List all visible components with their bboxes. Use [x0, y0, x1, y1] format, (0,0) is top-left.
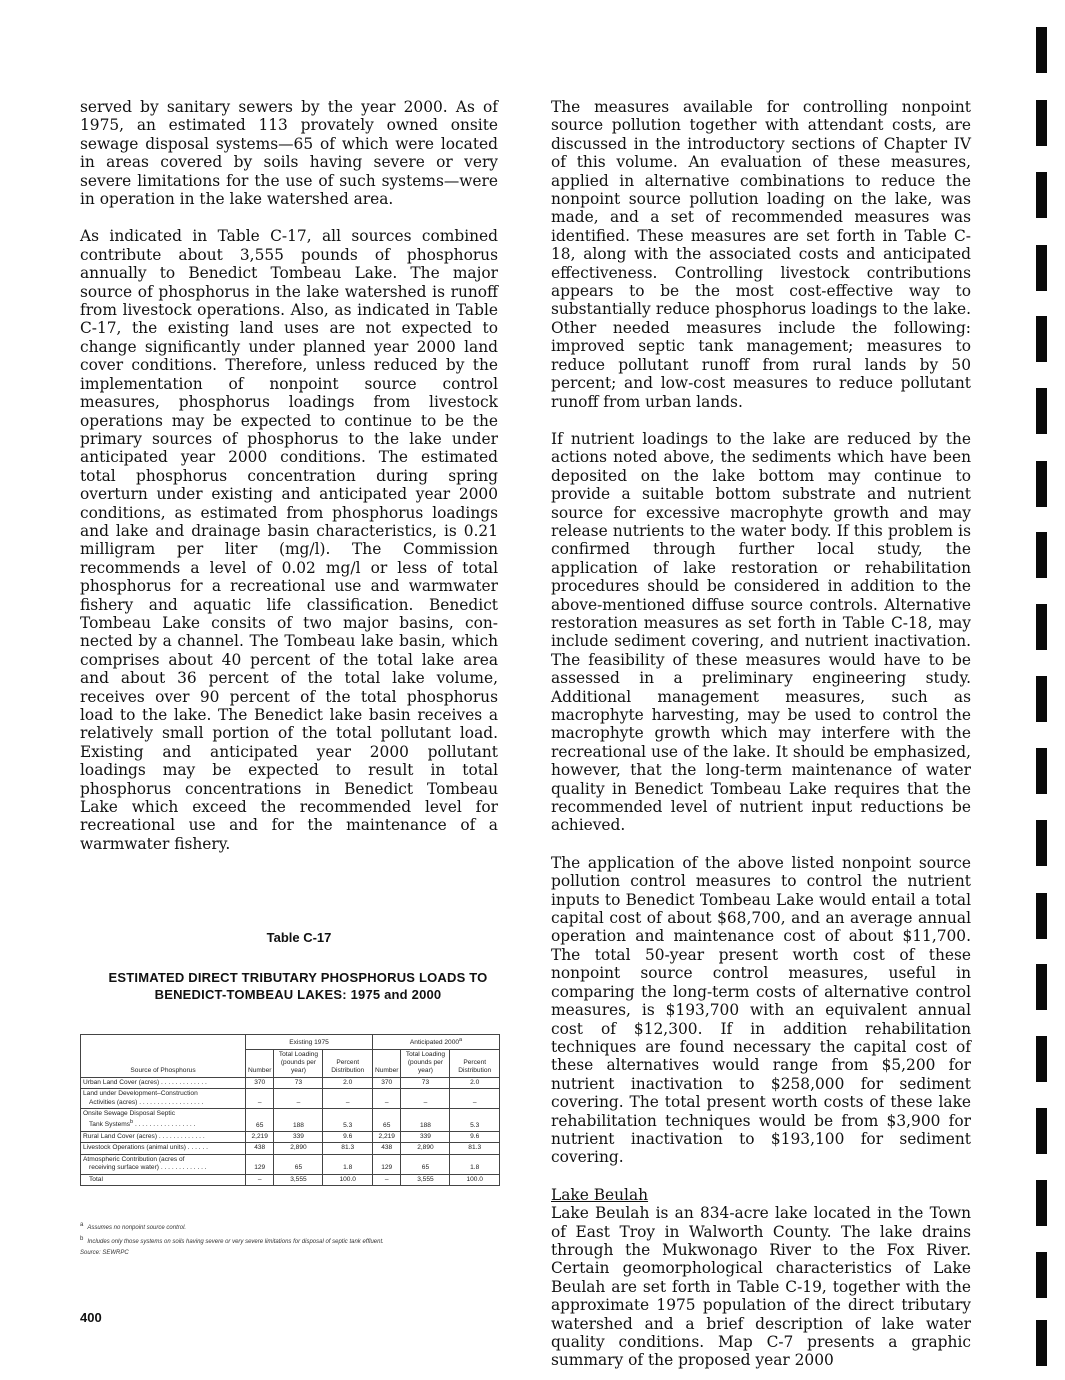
row-source	[81, 1089, 246, 1109]
cell: 438	[246, 1143, 274, 1154]
cell: 339	[274, 1132, 323, 1143]
source-label: Urban Land Cover (acres) . . . . . . . . . . . . .	[83, 1078, 207, 1086]
body-paragraph: As indicated in Table C-17, all sources combined contribute about 3,555 pounds of phosphorus annually to Benedict Tombeau Lake. The major source of phosphorus in the lake watershed is runoff from livestock operations. Also, as indicated in Table C-17, the existing land uses are not expected to change significantly under planned year 2000 land cover conditions. Therefore, unless reduced by the implementation of nonpoint source control measures, phosphorus loadings from livestock operations may be expected to continue to be the primary sources of phosphorus to the lake under anticipated year 2000 conditions. The estimated total phosphorus concentration during spring overturn under existing and anticipated year 2000 conditions, as estimated from phosphorus loadings and lake and drainage basin characteristics, is 0.21 milligram per liter (mg/l). The Commission recommends a level of 0.02 mg/l or less of total phosphorus for a recreational use and warmwater fishery and aquatic life classification. Benedict Tombeau Lake consits of two major basins, connected by a channel. The Tombeau lake basin, which comprises about 40 percent of the total lake area and about 36 percent of the total lake volume, receives over 90 percent of the total phosphorus load to the lake. The Benedict lake basin receives a relatively small portion of the total pollutant load. Existing and anticipated year 2000 pollutant loadings may be expected to result in total phosphorus concentrations in Benedict Tombeau Lake which exceed the recommended level for recreational use and for the maintenance of a warmwater fishery.	[80, 227, 498, 853]
phosphorus-loads-table	[80, 1034, 500, 1186]
body-paragraph: served by sanitary sewers by the year 2000. As of 1975, an estimated 113 provately owned onsite sewage disposal systems—65 of which were located in areas covered by soils having severe or very severe limitations for the use of such systems—were in operation in the lake watershed area.	[80, 98, 498, 209]
cell: 370	[373, 1077, 401, 1088]
table-title	[96, 969, 500, 1003]
cell: 3,555	[274, 1174, 323, 1185]
cell: 2,219	[246, 1132, 274, 1143]
source-note: Source: SEWRPC	[80, 1250, 129, 1256]
group-existing-label: Existing 1975	[289, 1039, 329, 1047]
registration-mark	[1036, 27, 1047, 73]
cell: 129	[246, 1154, 274, 1174]
leader-dots: . . . . . . . . . . . . . . . . .	[133, 1121, 196, 1129]
table-title-line: BENEDICT-TOMBEAU LAKES: 1975 and 2000	[154, 987, 442, 1002]
footnote-marker: a	[459, 1037, 463, 1043]
registration-mark	[1036, 604, 1047, 650]
header-group-existing	[246, 1035, 373, 1050]
registration-mark	[1036, 820, 1047, 866]
table-c17	[80, 930, 500, 1256]
registration-mark	[1036, 964, 1047, 1010]
table-row	[81, 1089, 500, 1109]
source-label	[83, 1118, 243, 1130]
cell: –	[373, 1174, 401, 1185]
cell: 73	[401, 1077, 450, 1088]
cell: –	[274, 1089, 323, 1109]
header-percent: Percent Distribution	[450, 1049, 500, 1077]
registration-mark	[1036, 1036, 1047, 1082]
registration-mark	[1036, 100, 1047, 146]
body-paragraph: Lake Beulah is an 834-acre lake located in the Town of East Troy in Walworth County. The lake drains through the Mukwonago River to the Fox River. Certain geomorphological characteristics of Lake Beulah are set forth in Table C-19, together with the approximate 1975 population of the direct tributary watershed and a brief description of lake water quality conditions. Map C-7 presents a graphic summary of the proposed year 2000	[551, 1204, 971, 1370]
header-total-loading: Total Loading (pounds per year)	[274, 1049, 323, 1077]
registration-mark	[1036, 1180, 1047, 1226]
header-number: Number	[246, 1049, 274, 1077]
registration-mark	[1036, 893, 1047, 939]
header-source: Source of Phosphorus	[81, 1035, 246, 1078]
table-title-line: ESTIMATED DIRECT TRIBUTARY PHOSPHORUS LOADS TO	[108, 970, 488, 985]
cell: 2.0	[450, 1077, 500, 1088]
cell: –	[373, 1089, 401, 1109]
footnote-text: Assumes no nonpoint source control.	[87, 1225, 187, 1231]
header-total-loading: Total Loading (pounds per year)	[401, 1049, 450, 1077]
source-label: Atmospheric Contribution (acres of	[83, 1155, 185, 1163]
cell: 81.3	[323, 1143, 373, 1154]
registration-mark	[1036, 388, 1047, 434]
cell: 9.6	[450, 1132, 500, 1143]
cell: 1.8	[450, 1154, 500, 1174]
registration-mark	[1036, 1320, 1047, 1366]
registration-mark	[1036, 532, 1047, 578]
cell: 438	[373, 1143, 401, 1154]
row-source	[81, 1109, 246, 1132]
table-notes	[80, 1220, 500, 1259]
source-label: Land under Development–Construction	[83, 1090, 198, 1098]
cell: 65	[373, 1109, 401, 1132]
cell: 188	[401, 1109, 450, 1132]
table-row	[81, 1154, 500, 1174]
cell: 5.3	[323, 1109, 373, 1132]
header-group-anticipated	[373, 1035, 500, 1050]
registration-mark	[1036, 748, 1047, 794]
source-label: receiving surface water) . . . . . . . . . . . . .	[89, 1164, 207, 1172]
footnote-marker: a	[80, 1222, 84, 1228]
cell: 73	[274, 1077, 323, 1088]
registration-mark	[1036, 676, 1047, 722]
table-number: Table C-17	[266, 930, 332, 945]
right-column	[551, 98, 971, 1370]
table-row	[81, 1077, 500, 1088]
registration-mark	[1036, 1252, 1047, 1298]
registration-mark	[1036, 245, 1047, 291]
table-row	[81, 1132, 500, 1143]
cell: 100.0	[450, 1174, 500, 1185]
cell: 2.0	[323, 1077, 373, 1088]
left-column	[80, 98, 498, 872]
table-row	[81, 1143, 500, 1154]
cell: 1.8	[323, 1154, 373, 1174]
total-label: Total	[89, 1175, 103, 1183]
table-row	[81, 1109, 500, 1132]
cell: 65	[246, 1109, 274, 1132]
footnote-text: Includes only those systems on soils having severe or very severe limitations for disposal of septic tank effluent.	[87, 1239, 384, 1245]
row-source	[81, 1077, 246, 1088]
cell: 2,890	[274, 1143, 323, 1154]
body-paragraph: The measures available for controlling nonpoint source pollution together with attendant costs, are discussed in the introductory sections of Chapter IV of this volume. An evaluation of these measures, applied in alternative combinations to reduce the nonpoint source pollution loading on the lake, was made, and a set of recommended measures was identified. These measures are set forth in Table C-18, along with the associated costs and anticipated effectiveness. Controlling livestock contributions appears to be the most cost-effective way to substantially reduce phosphorus loadings to the lake. Other needed measures include the following: improved septic tank management; measures to reduce pollutant runoff from rural lands by 50 percent; and low-cost measures to reduce pollutant runoff from urban lands.	[551, 98, 971, 411]
group-anticipated-label: Anticipated 2000	[409, 1039, 460, 1047]
cell: 65	[274, 1154, 323, 1174]
cell: –	[401, 1089, 450, 1109]
source-label: Onsite Sewage Disposal Septic	[83, 1110, 175, 1118]
table-total-row	[81, 1174, 500, 1185]
row-source	[81, 1154, 246, 1174]
cell: 188	[274, 1109, 323, 1132]
registration-mark	[1036, 316, 1047, 362]
cell: –	[323, 1089, 373, 1109]
cell: 129	[373, 1154, 401, 1174]
body-paragraph: The application of the above listed nonpoint source pollution control measures to control the nutrient inputs to Benedict Tombeau Lake would entail a total capital cost of about $68,700, and an average annual operation and maintenance cost of about $11,700. The total 50-year present worth cost of these nonpoint source control measures, useful in comparing the long-term costs of alternative control measures, is $193,700 with an equivalent annual cost of $12,300. If in addition rehabilitation techniques are found necessary the capital cost of these alternatives would range from $5,200 for nutrient inactivation to $258,000 for sediment covering. The total present worth costs of these lake rehabilitation techniques would be from $3,900 for nutrient inactivation to $193,100 for sediment covering.	[551, 853, 971, 1167]
cell: 5.3	[450, 1109, 500, 1132]
header-percent: Percent Distribution	[323, 1049, 373, 1077]
cell: 339	[401, 1132, 450, 1143]
source-label-text: Tank Systems	[89, 1121, 131, 1129]
cell: –	[246, 1174, 274, 1185]
lake-beulah-section	[551, 1186, 971, 1370]
cell: 2,890	[401, 1143, 450, 1154]
cell: 2,219	[373, 1132, 401, 1143]
body-paragraph: If nutrient loadings to the lake are reduced by the actions noted above, the sediments which have been deposited on the lake bottom may continue to provide a suitable bottom substrate and nutrient source for excessive macrophyte growth and may release nutrients to the water body. If this problem is confirmed through further local study, the application of lake restoration or rehabilitation procedures should be considered in addition to the above-mentioned diffuse source controls. Alternative restoration measures as set forth in Table C-18, may include sediment covering, and nutrient inactivation. The feasibility of these measures would have to be assessed in a preliminary engineering study. Additional management measures, such as macrophyte harvesting, may be used to control the macrophyte growth which may interfere with the recreational use of the lake. It should be emphasized, however, that the long-term maintenance of water quality in Benedict Tombeau Lake requires that the recommended level of nutrient input reductions be achieved.	[551, 429, 971, 835]
footnote-a	[80, 1220, 500, 1234]
cell: 81.3	[450, 1143, 500, 1154]
cell: –	[246, 1089, 274, 1109]
footnote-marker: b	[130, 1119, 134, 1126]
page-number: 400	[80, 1310, 102, 1325]
section-heading: Lake Beulah	[551, 1185, 649, 1204]
cell: 370	[246, 1077, 274, 1088]
cell: 100.0	[323, 1174, 373, 1185]
header-number: Number	[373, 1049, 401, 1077]
row-source	[81, 1174, 246, 1185]
cell: 3,555	[401, 1174, 450, 1185]
registration-mark	[1036, 172, 1047, 218]
registration-marks	[1036, 0, 1050, 1380]
cell: 65	[401, 1154, 450, 1174]
source-label: Livestock Operations (animal units) . . . . . .	[83, 1144, 208, 1152]
cell: –	[450, 1089, 500, 1109]
registration-mark	[1036, 461, 1047, 507]
source-label: Rural Land Cover (acres) . . . . . . . . . . . . .	[83, 1133, 205, 1141]
footnote-b	[80, 1234, 500, 1248]
registration-mark	[1036, 1108, 1047, 1154]
row-source	[81, 1143, 246, 1154]
source-label: Activities (acres) . . . . . . . . . . . . . . . . . .	[89, 1098, 204, 1106]
cell: 9.6	[323, 1132, 373, 1143]
row-source	[81, 1132, 246, 1143]
footnote-marker: b	[80, 1236, 84, 1242]
